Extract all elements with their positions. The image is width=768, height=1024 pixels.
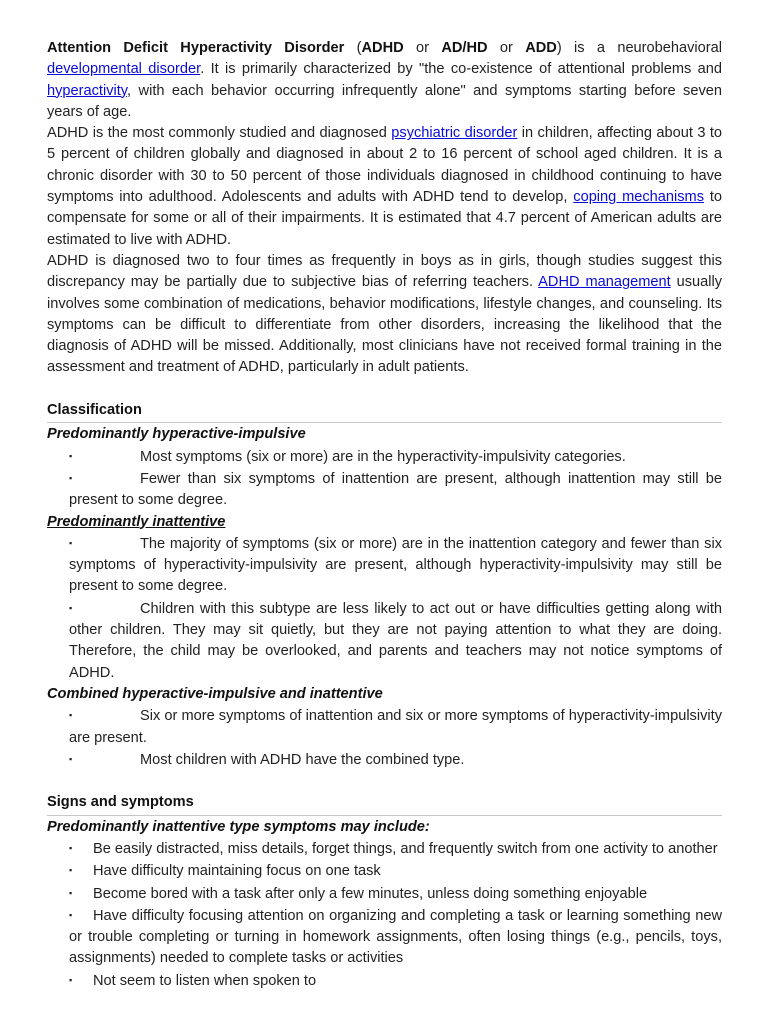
group-title-hyperactive-impulsive: Predominantly hyperactive-impulsive	[47, 426, 306, 443]
link-hyperactivity[interactable]: hyperactivity	[47, 82, 128, 99]
list-item-text: Have difficulty focusing attention on organizing and completing a task or learning something new or trouble completing or turning in homework assignments, often losing things (e.g., pencils, toys, assignments) needed to complete tasks or activities	[69, 907, 722, 967]
list-item	[47, 446, 722, 468]
list-item-text: Children with this subtype are less likely to act out or have difficulties getting along with other children. They may sit quietly, but they are not paying attention to what they are doing. Therefore, the child may be overlooked, and parents and teachers may not notice symptoms of ADHD.	[69, 600, 722, 681]
list-item	[47, 860, 722, 882]
text-span: or	[487, 40, 526, 56]
bullet-icon: ▪	[69, 842, 73, 853]
term-ad-hd: AD/HD	[441, 40, 488, 56]
link-psychiatric-disorder[interactable]: psychiatric disorder	[391, 125, 518, 142]
bullet-icon: ▪	[69, 537, 73, 548]
spacer	[47, 771, 722, 792]
bullet-icon: ▪	[69, 710, 73, 721]
text-span: to compensate for some or all of their impairments. It is estimated that 4.7 percent of American adults are estimated to live with ADHD.	[47, 189, 722, 248]
bullet-icon: ▪	[69, 974, 73, 985]
list-item	[47, 705, 722, 749]
list-item-text: Be easily distracted, miss details, forget things, and frequently switch from one activity to another	[93, 840, 718, 857]
list-item-text: Most children with ADHD have the combined type.	[140, 751, 465, 768]
list-item	[47, 883, 722, 905]
bullet-icon: ▪	[69, 753, 73, 764]
bullet-icon: ▪	[69, 450, 73, 461]
list-item-text: Not seem to listen when spoken to	[93, 972, 317, 989]
list-item	[47, 838, 722, 860]
text-span: ) is a neurobehavioral	[556, 40, 722, 56]
bullet-icon: ▪	[69, 887, 73, 898]
list-item-text: Six or more symptoms of inattention and six or more symptoms of hyperactivity-impulsivity are present.	[69, 708, 722, 746]
text-span: or	[403, 40, 442, 56]
list-item	[47, 533, 722, 598]
list-item-text: Fewer than six symptoms of inattention are present, although inattention may still be present to some degree.	[69, 470, 722, 509]
spacer	[47, 379, 722, 400]
list-item	[47, 905, 722, 970]
text-span: , with each behavior occurring infrequently alone" and symptoms starting before seven years of age.	[47, 82, 722, 120]
signs-heading: Signs and symptoms	[47, 792, 722, 815]
list-item	[47, 749, 722, 771]
group-title-inattentive: Predominantly inattentive	[47, 513, 226, 530]
text-span: (	[344, 40, 362, 56]
text-span: in children, affecting about 3 to 5 percent of children globally and diagnosed in about 2 to 16 percent of school aged children. It is a chronic disorder with 30 to 50 percent of those individuals diagnosed in childhood continuing to have symptoms into adulthood. Adolescents and adults with ADHD tend to develop,	[47, 125, 723, 206]
link-developmental-disorder[interactable]: developmental disorder	[47, 61, 201, 78]
term-add: ADD	[525, 40, 557, 56]
term-adhd: ADHD	[361, 40, 404, 56]
bullet-icon: ▪	[69, 602, 73, 613]
text-span: . It is primarily characterized by "the co-existence of attentional problems and	[200, 61, 722, 78]
list-item-text: Have difficulty maintaining focus on one task	[93, 863, 381, 880]
list-item-text: The majority of symptoms (six or more) are in the inattention category and fewer than six symptoms of hyperactivity-impulsivity are present, although hyperactivity-impulsivity may still be present to some degree.	[69, 535, 722, 595]
bullet-icon: ▪	[69, 909, 73, 920]
bullet-icon: ▪	[69, 865, 73, 876]
list-item-text: Most symptoms (six or more) are in the hyperactivity-impulsivity categories.	[140, 448, 626, 465]
text-span: ADHD is diagnosed two to four times as frequently in boys as in girls, though studies suggest this discrepancy may be partially due to subjective bias of referring teachers.	[47, 252, 722, 291]
list-signs	[47, 838, 722, 992]
list-item	[47, 468, 722, 512]
intro-paragraph-3	[47, 251, 722, 379]
link-adhd-management[interactable]: ADHD management	[538, 274, 671, 291]
list-item	[47, 970, 722, 992]
intro-paragraph-2	[47, 123, 722, 251]
intro-paragraph-1	[47, 38, 722, 123]
list-item-text: Become bored with a task after only a few minutes, unless doing something enjoyable	[93, 885, 648, 902]
text-span: ADHD is the most commonly studied and diagnosed	[47, 125, 392, 142]
text-span: usually involves some combination of medications, behavior modifications, lifestyle changes, and counseling. Its symptoms can be difficult to differentiate from other disorders, increasing the likelihood that the diagnosis of ADHD will be missed. Additionally, most clinicians have not received formal training in the assessment and treatment of ADHD, particularly in adult patients.	[47, 274, 723, 376]
link-coping-mechanisms[interactable]: coping mechanisms	[573, 189, 705, 206]
bullet-icon: ▪	[69, 472, 73, 483]
document-content	[47, 38, 722, 992]
group-title-combined: Combined hyperactive-impulsive and inattentive	[47, 685, 383, 702]
list-hyperactive-impulsive	[47, 446, 722, 512]
list-item	[47, 598, 722, 684]
list-inattentive	[47, 533, 722, 684]
signs-subheading: Predominantly inattentive type symptoms may include:	[47, 818, 430, 835]
list-combined	[47, 705, 722, 771]
classification-heading: Classification	[47, 400, 722, 423]
term-title: Attention Deficit Hyperactivity Disorder	[47, 40, 345, 56]
